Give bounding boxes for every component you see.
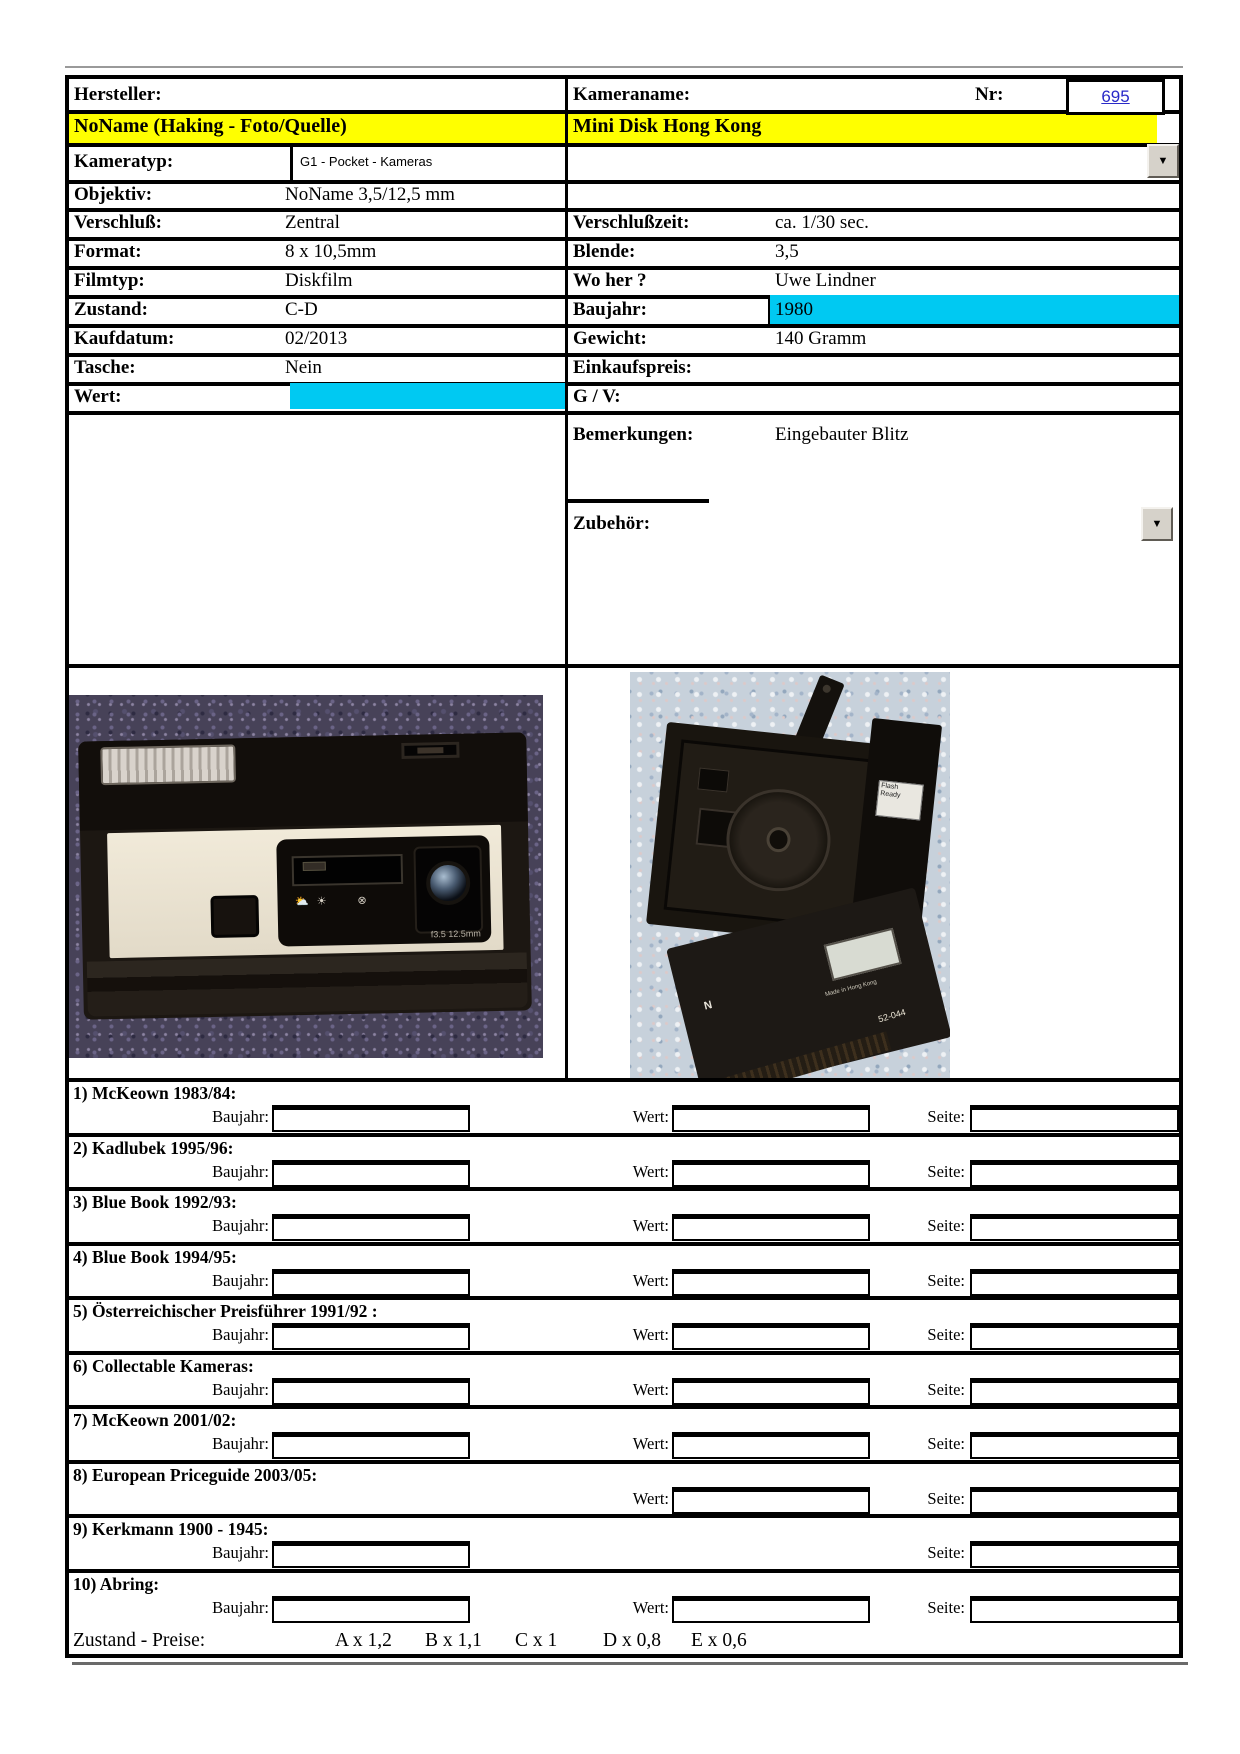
verschlusszeit-label: Verschlußzeit: [573,212,690,233]
price-guide-title: 7) McKeown 2001/02: [73,1410,237,1430]
pg-seite-input[interactable] [970,1105,1179,1132]
model-code-marking: 52-044 [877,1006,908,1024]
hersteller-value[interactable]: NoName (Haking - Foto/Quelle) [74,115,347,137]
price-guide-entry-5 [69,1300,1179,1355]
price-guide-entry-1 [69,1082,1179,1137]
price-guide-title: 10) Abring: [73,1573,160,1594]
pg-baujahr-input[interactable] [272,1541,470,1568]
pg-baujahr-label: Baujahr: [212,1216,269,1235]
bemerkungen-value[interactable]: Eingebauter Blitz [775,424,909,445]
zubehoer-separator-line [568,499,709,503]
record-number-box[interactable] [1066,79,1165,115]
pg-baujahr-label: Baujahr: [212,1161,269,1181]
pg-wert-input[interactable] [672,1596,870,1623]
pg-seite-input[interactable] [970,1214,1179,1241]
chevron-down-icon: ▼ [1151,517,1163,530]
row-divider [69,180,1179,184]
film-disk-chamber [721,784,836,896]
kaufdatum-value[interactable]: 02/2013 [285,328,348,349]
pg-baujahr-label: Baujahr: [212,1270,269,1290]
pg-seite-input[interactable] [970,1432,1179,1459]
condition-factor: C x 1 [515,1630,558,1651]
flash-ready-label: Flash Ready [875,780,923,820]
pg-seite-label: Seite: [927,1488,965,1508]
price-guide-entry-3 [69,1191,1179,1246]
kameratyp-combobox[interactable]: G1 - Pocket - Kameras [300,154,433,169]
exposure-counter-window [824,927,902,980]
pg-wert-input[interactable] [672,1323,870,1350]
pg-wert-input[interactable] [672,1160,870,1187]
condition-factor: D x 0,8 [603,1630,661,1651]
baujahr-label: Baujahr: [573,299,647,320]
bemerkungen-label: Bemerkungen: [573,424,694,445]
hersteller-label: Hersteller: [74,84,162,105]
flash-window [101,745,236,785]
pg-wert-label: Wert: [632,1488,669,1508]
kaufdatum-label: Kaufdatum: [74,328,175,349]
pg-baujahr-label: Baujahr: [212,1325,269,1344]
pg-seite-input[interactable] [970,1160,1179,1187]
price-guide-entry-2 [69,1137,1179,1192]
door-letter-marking: N [702,998,714,1012]
pg-seite-label: Seite: [927,1379,965,1399]
disk-hub [765,826,791,853]
pg-seite-input[interactable] [970,1269,1179,1296]
camera-base-strip [87,952,527,1017]
camera-body-front [78,732,532,1019]
pg-seite-input[interactable] [970,1378,1179,1405]
filmtyp-value[interactable]: Diskfilm [285,270,353,291]
record-number-link[interactable]: 695 [1101,87,1130,106]
wert-highlight-field[interactable] [290,383,565,409]
pg-seite-label: Seite: [927,1543,965,1562]
weather-symbol-icons: ⛅☀ ⊗ [294,893,375,908]
condition-factor: A x 1,2 [335,1630,392,1651]
pg-wert-label: Wert: [632,1161,669,1181]
woher-value[interactable]: Uwe Lindner [775,270,876,291]
verschlusszeit-value[interactable]: ca. 1/30 sec. [775,212,869,233]
kameratyp-label: Kameratyp: [74,151,174,172]
price-guide-title: 9) Kerkmann 1900 - 1945: [73,1519,269,1539]
pg-wert-input[interactable] [672,1432,870,1459]
camera-face-plate [107,825,504,958]
verschluss-value[interactable]: Zentral [285,212,340,233]
zustand-preise-label: Zustand - Preise: [73,1630,206,1651]
gewicht-value[interactable]: 140 Gramm [775,328,867,349]
price-guide-title: 4) Blue Book 1994/95: [73,1246,237,1267]
pg-wert-label: Wert: [632,1597,669,1617]
scan-shadow-top [65,66,1183,68]
objektiv-value[interactable]: NoName 3,5/12,5 mm [285,184,455,205]
zustand-label: Zustand: [74,299,148,320]
gv-label: G / V: [573,386,621,407]
pg-baujahr-input[interactable] [272,1160,470,1187]
pg-wert-label: Wert: [632,1379,669,1399]
pg-wert-input[interactable] [672,1269,870,1296]
pg-seite-label: Seite: [927,1434,965,1453]
price-guide-entry-8 [69,1464,1179,1519]
pg-baujahr-input[interactable] [272,1323,470,1350]
price-guide-entry-7 [69,1409,1179,1464]
objektiv-label: Objektiv: [74,184,153,205]
price-guide-entry-6 [69,1355,1179,1410]
price-guide-title: 1) McKeown 1983/84: [73,1083,237,1103]
woher-label: Wo her ? [573,270,647,291]
pg-baujahr-input[interactable] [272,1214,470,1241]
pg-seite-label: Seite: [927,1107,965,1126]
baujahr-highlight [770,295,1179,324]
price-guide-title: 8) European Priceguide 2003/05: [73,1464,318,1485]
camera-back-photo [630,672,950,1078]
price-guide-section [69,1082,1179,1627]
zustand-value[interactable]: C-D [285,299,318,320]
column-divider [565,79,568,1082]
pg-wert-label: Wert: [632,1325,669,1344]
condition-factor: E x 0,6 [691,1630,747,1651]
pg-wert-input[interactable] [672,1487,870,1514]
pg-baujahr-label: Baujahr: [212,1379,269,1399]
blende-label: Blende: [573,241,636,262]
pg-seite-input[interactable] [970,1596,1179,1623]
pg-seite-label: Seite: [927,1325,965,1344]
scan-shadow-bottom [72,1662,1188,1665]
row-divider [69,382,1179,386]
kameraname-value[interactable]: Mini Disk Hong Kong [573,115,762,137]
zubehoer-label: Zubehör: [573,513,651,534]
pg-seite-input[interactable] [970,1323,1179,1350]
pg-wert-input[interactable] [672,1105,870,1132]
price-guide-title: 5) Österreichischer Preisführer 1991/92 : [73,1301,378,1321]
kameratyp-dropdown-button[interactable] [1147,144,1179,178]
pg-seite-label: Seite: [927,1597,965,1617]
verschluss-label: Verschluß: [74,212,162,233]
blende-value[interactable]: 3,5 [775,241,799,262]
nr-label: Nr: [975,84,1004,105]
pg-wert-input[interactable] [672,1214,870,1241]
pg-seite-label: Seite: [927,1216,965,1235]
zustand-preise-row [69,1627,1179,1654]
lens-assembly [413,846,483,933]
zubehoer-dropdown-button[interactable] [1141,507,1173,541]
lens-marking-text: f3.5 12.5mm [430,928,481,940]
pg-baujahr-input[interactable] [272,1432,470,1459]
price-guide-title: 3) Blue Book 1992/93: [73,1192,237,1212]
viewfinder [401,742,460,759]
kameratyp-label-border [290,143,293,180]
pg-baujahr-input[interactable] [272,1269,470,1296]
price-guide-entry-9 [69,1518,1179,1573]
pg-wert-label: Wert: [632,1270,669,1290]
chevron-down-icon: ▼ [1157,154,1169,167]
pg-seite-label: Seite: [927,1161,965,1181]
pg-wert-label: Wert: [632,1107,669,1126]
price-guide-entry-10 [69,1573,1179,1628]
camera-front-photo [69,695,543,1058]
pg-baujahr-label: Baujahr: [212,1543,269,1562]
tasche-value[interactable]: Nein [285,357,322,378]
made-in-marking: Made in Hong Kong [824,979,878,998]
gewicht-label: Gewicht: [573,328,647,349]
pg-baujahr-input[interactable] [272,1105,470,1132]
lens-control-panel [277,835,492,947]
wert-label: Wert: [74,386,122,407]
pg-baujahr-label: Baujahr: [212,1107,269,1126]
row-divider [69,411,1179,415]
price-guide-title: 2) Kadlubek 1995/96: [73,1137,234,1158]
pg-seite-input[interactable] [970,1541,1179,1568]
condition-factor: B x 1,1 [425,1630,482,1651]
pg-baujahr-input[interactable] [272,1378,470,1405]
lens-glass [425,860,470,905]
pg-wert-label: Wert: [632,1216,669,1235]
pg-baujahr-label: Baujahr: [212,1434,269,1453]
pg-baujahr-label: Baujahr: [212,1597,269,1617]
kameraname-label: Kameraname: [573,84,691,105]
price-guide-entry-4 [69,1246,1179,1301]
form-table [65,75,1183,1658]
exposure-slider [292,854,403,886]
pg-wert-label: Wert: [632,1434,669,1453]
filmtyp-label: Filmtyp: [74,270,145,291]
pg-baujahr-input[interactable] [272,1596,470,1623]
row-divider [69,143,1179,147]
door-edge-detail [715,1031,892,1078]
baujahr-value[interactable]: 1980 [775,299,813,320]
format-label: Format: [74,241,142,262]
pg-wert-input[interactable] [672,1378,870,1405]
price-guide-title: 6) Collectable Kameras: [73,1355,254,1376]
photo-section-top-border [69,664,1179,668]
pg-seite-input[interactable] [970,1487,1179,1514]
tasche-label: Tasche: [74,357,136,378]
shutter-button [211,895,259,939]
einkaufspreis-label: Einkaufspreis: [573,357,692,378]
pg-seite-label: Seite: [927,1270,965,1290]
format-value[interactable]: 8 x 10,5mm [285,241,377,262]
